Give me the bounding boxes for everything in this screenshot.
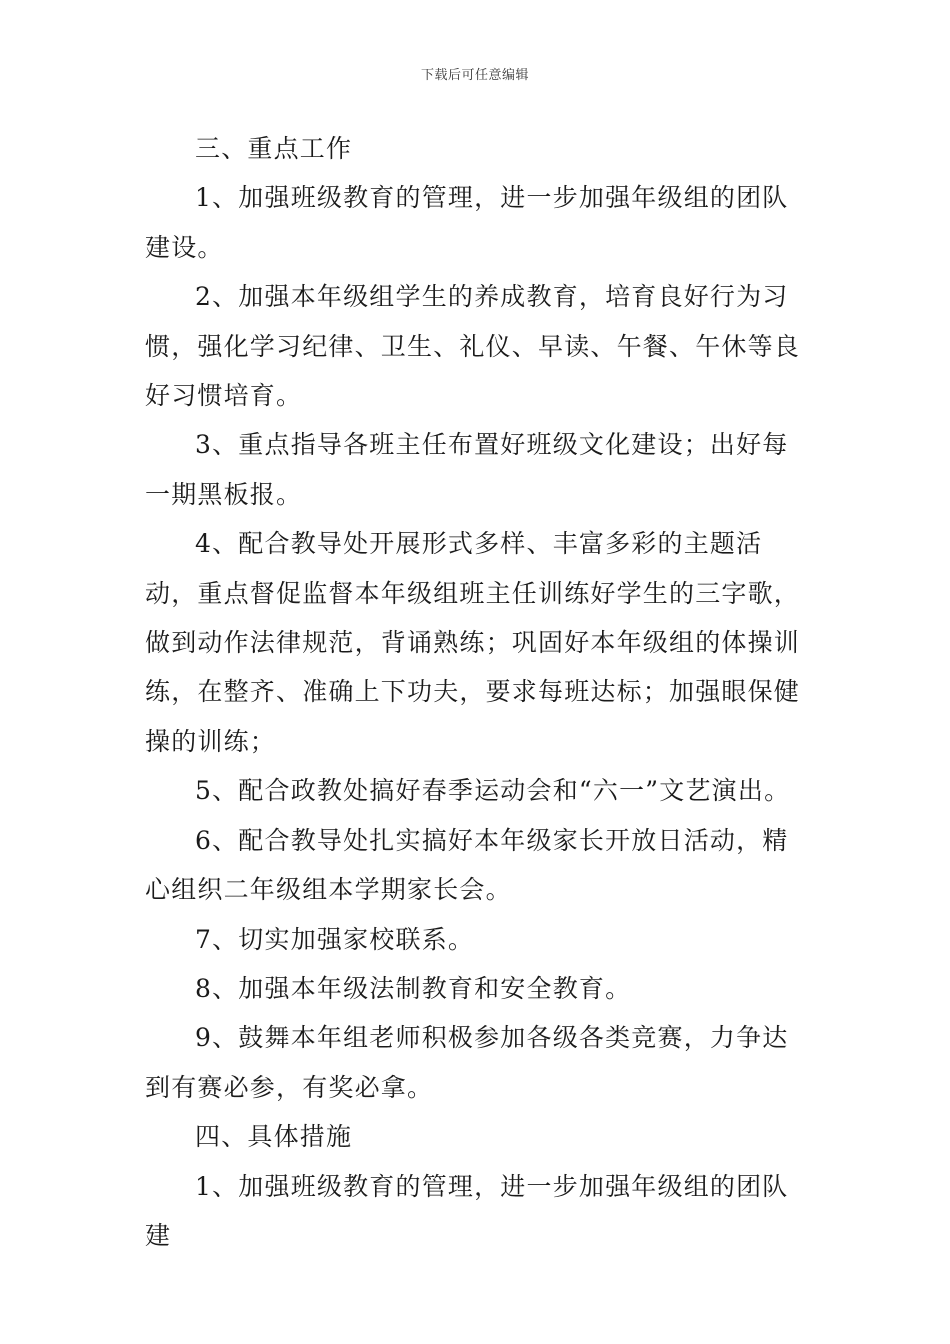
paragraph-item: 5、配合政教处搞好春季运动会和“六一”文艺演出。 [195, 776, 791, 806]
paragraph-item: 1、加强班级教育的管理，进一步加强年级组的团队建 [145, 1171, 789, 1250]
paragraph-item: 2、加强本年级组学生的养成教育，培育良好行为习惯，强化学习纪律、卫生、礼仪、早读、午餐、午休等良好习惯培育。 [145, 282, 801, 411]
section-heading-measures: 四、具体措施 [195, 1122, 353, 1152]
paragraph-item: 4、配合教导处开展形式多样、丰富多彩的主题活动，重点督促监督本年级组班主任训练好学生的三字歌，做到动作法律规范，背诵熟练；巩固好本年级组的体操训练，在整齐、准确上下功夫，要求每班达标；加强眼保健操的训练； [145, 529, 801, 756]
section-heading-key-work: 三、重点工作 [195, 134, 353, 163]
page-header-note: 下载后可任意编辑 [420, 68, 529, 83]
paragraph-item: 9、鼓舞本年组老师积极参加各级各类竞赛，力争达到有赛必参，有奖必拿。 [145, 1023, 789, 1102]
paragraph-item: 8、加强本年级法制教育和安全教育。 [195, 973, 632, 1003]
paragraph-item: 6、配合教导处扎实搞好本年级家长开放日活动，精心组织二年级组本学期家长会。 [145, 825, 789, 905]
paragraph-item: 3、重点指导各班主任布置好班级文化建设；出好每一期黑板报。 [145, 430, 789, 509]
paragraph-item: 7、切实加强家校联系。 [195, 924, 475, 954]
paragraph-item: 1、加强班级教育的管理，进一步加强年级组的团队建设。 [145, 183, 789, 262]
document-body [145, 124, 810, 1260]
